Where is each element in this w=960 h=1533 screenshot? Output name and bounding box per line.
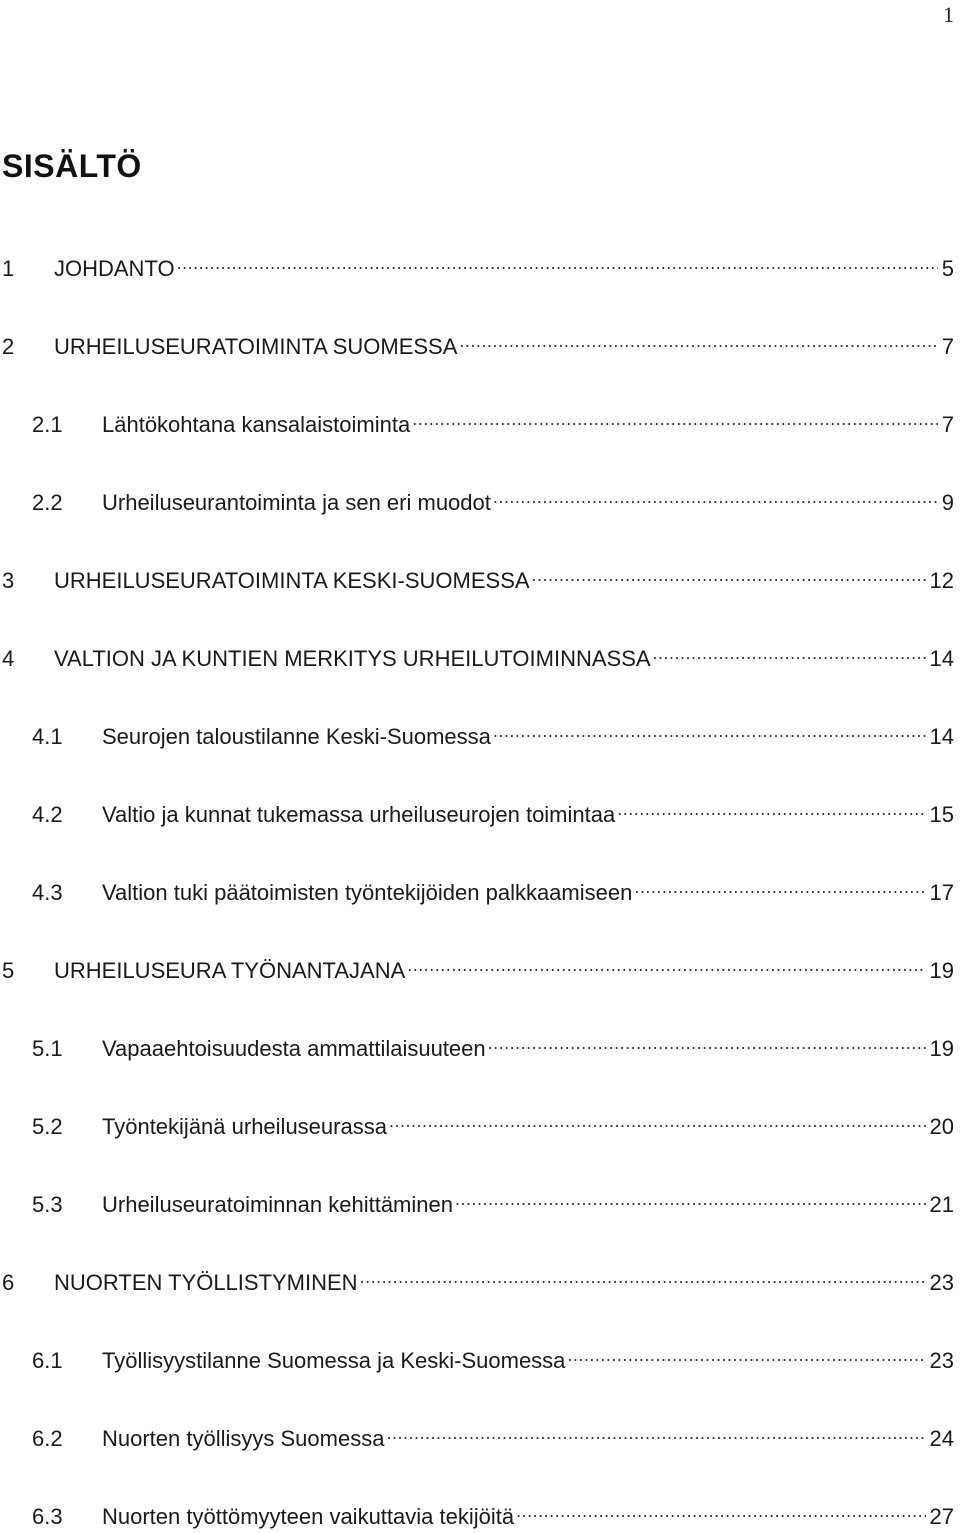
toc-entry[interactable] [0, 634, 956, 671]
toc-entry-number: 6.1 [32, 1348, 63, 1373]
toc-entry-label: Työllisyystilanne Suomessa ja Keski-Suomessa [102, 1348, 566, 1373]
toc-entry-number: 2.1 [32, 412, 63, 437]
page-number: 1 [943, 2, 954, 27]
toc-entry-number: 5 [2, 958, 15, 983]
toc-dot-leader [653, 634, 926, 666]
toc-entry-number: 4.3 [32, 880, 63, 905]
toc-entry-page: 27 [929, 1504, 954, 1529]
toc-entry-number: 5.2 [32, 1114, 63, 1139]
toc-entry[interactable] [0, 556, 956, 593]
toc-entry-page: 19 [929, 1036, 954, 1061]
toc-dot-leader [516, 1492, 925, 1524]
toc-entry-label: JOHDANTO [54, 256, 175, 281]
toc-entry-label: Lähtökohtana kansalaistoiminta [102, 412, 411, 437]
toc-entry[interactable] [0, 1024, 956, 1061]
toc-entry-page: 17 [929, 880, 954, 905]
toc-entry[interactable] [0, 244, 956, 281]
toc-dot-leader [493, 478, 938, 510]
toc-entry-label: Valtion tuki päätoimisten työntekijöiden palkkaamiseen [102, 880, 633, 905]
toc-dot-leader [407, 946, 925, 978]
toc-entry-label: URHEILUSEURA TYÖNANTAJANA [54, 958, 406, 983]
toc-entry[interactable] [0, 1414, 956, 1451]
toc-dot-leader [532, 556, 926, 588]
toc-entry-number: 1 [2, 256, 15, 281]
toc-entry-label: NUORTEN TYÖLLISTYMINEN [54, 1270, 358, 1295]
toc-entry[interactable] [0, 1258, 956, 1295]
toc-entry[interactable] [0, 1492, 956, 1529]
toc-entry-page: 23 [929, 1348, 954, 1373]
toc-entry-number: 4.2 [32, 802, 63, 827]
toc-entry-label: Nuorten työllisyys Suomessa [102, 1426, 385, 1451]
toc-entry-number: 5.3 [32, 1192, 63, 1217]
toc-entry[interactable] [0, 868, 956, 905]
toc-entry-page: 14 [929, 646, 954, 671]
toc-entry-number: 2.2 [32, 490, 63, 515]
toc-entry[interactable] [0, 946, 956, 983]
toc-dot-leader [360, 1258, 926, 1290]
toc-entry-label: VALTION JA KUNTIEN MERKITYS URHEILUTOIMINNASSA [54, 646, 651, 671]
toc-entry[interactable] [0, 712, 956, 749]
toc-title: SISÄLTÖ [2, 148, 142, 184]
toc-entry-page: 7 [941, 334, 954, 359]
toc-entry-label: Nuorten työttömyyteen vaikuttavia tekijöitä [102, 1504, 515, 1529]
toc-entry-number: 6.2 [32, 1426, 63, 1451]
toc-dot-leader [493, 712, 926, 744]
toc-entry[interactable] [0, 1336, 956, 1373]
toc-entry-page: 23 [929, 1270, 954, 1295]
toc-entry-page: 9 [941, 490, 954, 515]
toc-entry-number: 2 [2, 334, 15, 359]
toc-entry[interactable] [0, 478, 956, 515]
toc-dot-leader [386, 1414, 925, 1446]
toc-dot-leader [389, 1102, 926, 1134]
toc-dot-leader [567, 1336, 925, 1368]
toc-entry-number: 6 [2, 1270, 15, 1295]
toc-entry-label: Seurojen taloustilanne Keski-Suomessa [102, 724, 491, 749]
toc-entry-page: 24 [929, 1426, 954, 1451]
toc-entry[interactable] [0, 1102, 956, 1139]
toc-entry-label: Urheiluseurantoiminta ja sen eri muodot [102, 490, 491, 515]
toc-entry-page: 5 [941, 256, 954, 281]
toc-entry-number: 4 [2, 646, 15, 671]
toc-entry-page: 21 [929, 1192, 954, 1217]
toc-entry-label: Urheiluseuratoiminnan kehittäminen [102, 1192, 453, 1217]
toc-entry-page: 20 [929, 1114, 954, 1139]
toc-entry-page: 14 [929, 724, 954, 749]
toc-entry-number: 6.3 [32, 1504, 63, 1529]
toc-entry-label: URHEILUSEURATOIMINTA KESKI-SUOMESSA [54, 568, 530, 593]
toc-entry-number: 3 [2, 568, 15, 593]
toc-entry[interactable] [0, 322, 956, 359]
toc-dot-leader [459, 322, 937, 354]
toc-entry-label: URHEILUSEURATOIMINTA SUOMESSA [54, 334, 458, 359]
toc-entry[interactable] [0, 1180, 956, 1217]
toc-dot-leader [488, 1024, 926, 1056]
toc-entry-page: 7 [941, 412, 954, 437]
toc-entry-label: Työntekijänä urheiluseurassa [102, 1114, 387, 1139]
toc-entry[interactable] [0, 400, 956, 437]
toc-entry-number: 5.1 [32, 1036, 63, 1061]
toc-dot-leader [412, 400, 938, 432]
toc-entry-number: 4.1 [32, 724, 63, 749]
toc-dot-leader [177, 244, 938, 276]
toc-entry[interactable] [0, 790, 956, 827]
toc-entry-page: 15 [929, 802, 954, 827]
toc-entry-label: Valtio ja kunnat tukemassa urheiluseurojen toimintaa [102, 802, 616, 827]
toc-entry-page: 12 [929, 568, 954, 593]
toc-entry-label: Vapaaehtoisuudesta ammattilaisuuteen [102, 1036, 486, 1061]
toc-dot-leader [455, 1180, 926, 1212]
toc-dot-leader [634, 868, 925, 900]
toc-entry-page: 19 [929, 958, 954, 983]
toc-dot-leader [617, 790, 925, 822]
